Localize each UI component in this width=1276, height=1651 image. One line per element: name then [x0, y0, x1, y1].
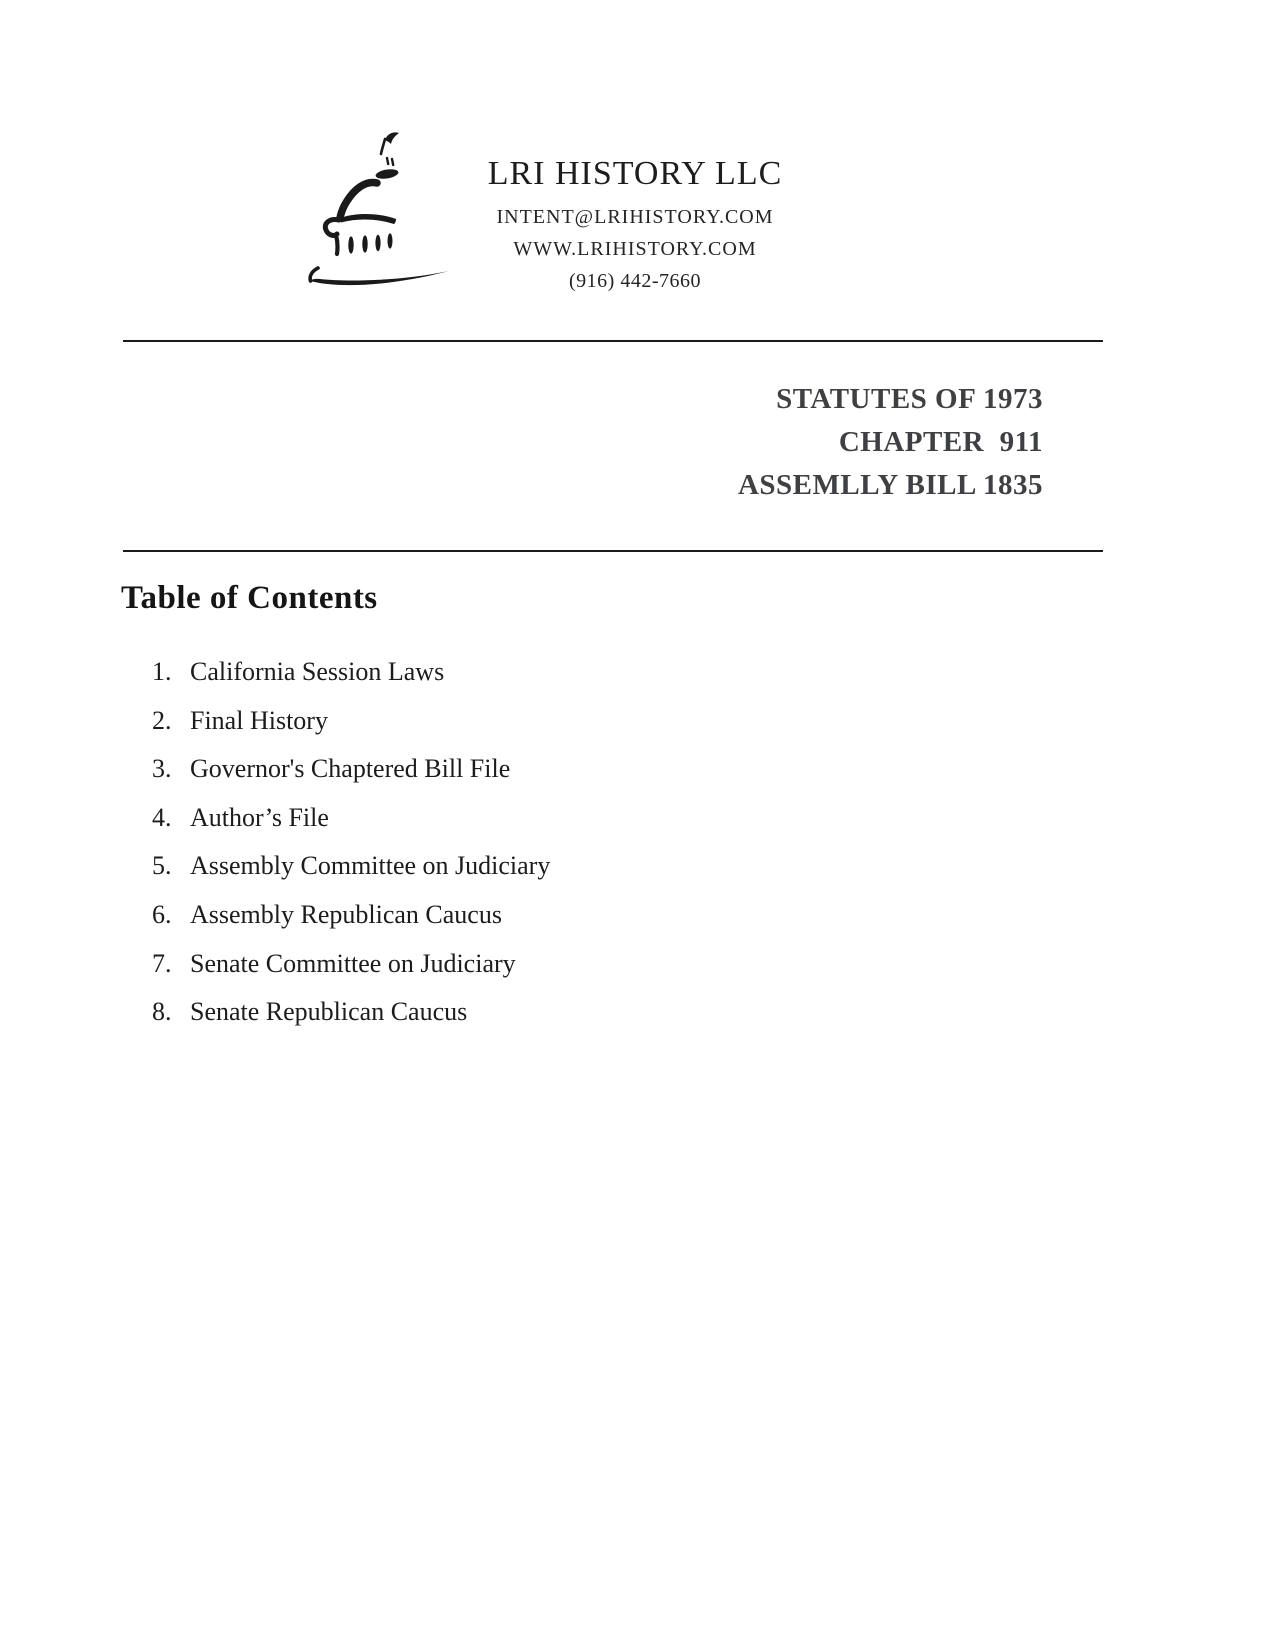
statute-line-bill: ASSEMLLY BILL 1835 — [737, 469, 1043, 501]
toc-item-label: California Session Laws — [190, 657, 445, 686]
toc-item-label: Assembly Committee on Judiciary — [190, 851, 551, 881]
toc-item-label: Governor's Chaptered Bill File — [190, 754, 511, 784]
toc-item — [152, 842, 550, 891]
capitol-dome-icon — [302, 130, 454, 292]
toc-item — [152, 940, 550, 989]
toc-item-label: Final History — [190, 705, 328, 735]
toc-item-number: 5. — [152, 851, 172, 881]
toc-item-number: 2. — [152, 705, 172, 735]
toc-item — [152, 891, 550, 940]
toc-item-number: 6. — [152, 899, 172, 929]
toc-item — [152, 988, 550, 1037]
toc-item-number: 7. — [152, 948, 172, 978]
company-website: WWW.LRIHISTORY.COM — [513, 238, 757, 260]
statute-heading — [738, 378, 1043, 507]
toc-item-number: 1. — [152, 657, 172, 686]
toc-title: Table of Contents — [121, 580, 378, 616]
company-logo — [302, 130, 454, 292]
divider-top — [123, 340, 1103, 342]
toc-item — [152, 794, 550, 843]
toc-list — [152, 648, 550, 1037]
toc-item-number: 4. — [152, 802, 172, 832]
toc-item-label: Author’s File — [190, 802, 329, 832]
company-email: INTENT@LRIHISTORY.COM — [496, 206, 774, 228]
statute-line-chapter: CHAPTER 911 — [838, 426, 1043, 458]
toc-item — [152, 697, 550, 746]
divider-bottom — [123, 550, 1103, 552]
toc-item-label: Assembly Republican Caucus — [190, 899, 502, 929]
toc-item — [152, 745, 550, 794]
toc-item-label: Senate Republican Caucus — [190, 997, 468, 1027]
company-phone: (916) 442-7660 — [569, 270, 701, 292]
statute-line-statutes: STATUTES OF 1973 — [776, 383, 1043, 415]
toc-item-number: 3. — [152, 754, 172, 784]
company-name: LRI HISTORY LLC — [487, 155, 783, 192]
toc-item-label: Senate Committee on Judiciary — [190, 948, 516, 978]
toc-item-number: 8. — [152, 997, 172, 1027]
toc-item — [152, 648, 550, 697]
